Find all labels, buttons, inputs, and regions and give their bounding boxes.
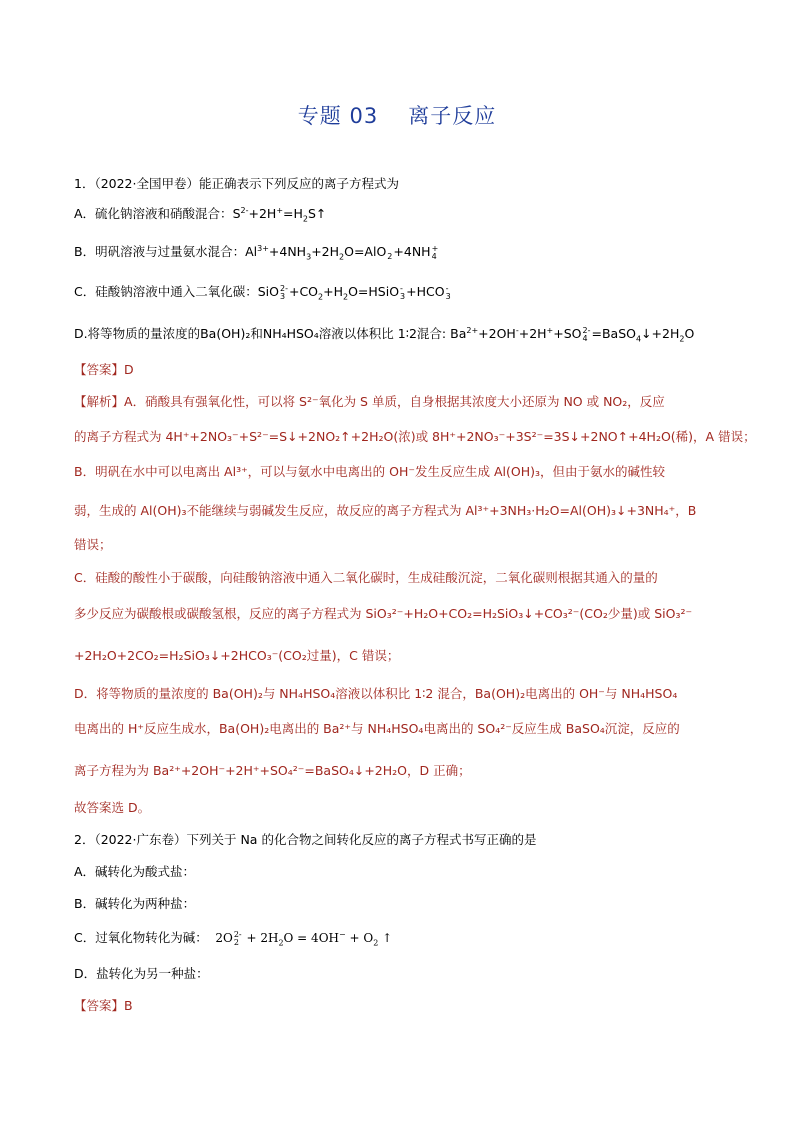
q1-option-a-text: A．硫化钠溶液和硝酸混合： (74, 206, 233, 221)
analysis-line-2: 的离子方程式为 4H⁺+2NO₃⁻+S²⁻=S↓+2NO₂↑+2H₂O(浓)或 8H⁺+2NO₃⁻+3S²⁻=3S↓+2NO↑+4H₂O(稀)，A 错误； (74, 429, 756, 444)
q1-option-b-text: B．明矾溶液与过量氨水混合： (74, 244, 246, 259)
analysis-line-4: 弱，生成的 Al(OH)₃不能继续与弱碱发生反应，故反应的离子方程式为 Al³⁺+3NH₃·H₂O=Al(OH)₃↓+3NH₄⁺，B (74, 503, 697, 518)
title-number: 专题 03 (297, 104, 379, 128)
q1-option-c-text: C．硅酸钠溶液中通入二氧化碳： (74, 284, 258, 299)
q2-answer-value: B (124, 998, 133, 1013)
q1-option-b (74, 244, 439, 261)
q1-option-d-text: D.将等物质的量浓度的Ba(OH)₂和NH₄HSO₄溶液以体积比 1∶2混合: (74, 326, 447, 341)
q1-option-d (74, 326, 694, 343)
analysis-line-7: 多少反应为碳酸根或碳酸氢根，反应的离子方程式为 SiO₃²⁻+H₂O+CO₂=H₂SiO₃↓+CO₃²⁻(CO₂少量)或 SiO₃²⁻ (74, 606, 693, 621)
q1-option-b-equation: $Al^{3+}+4NH_3+2H_2O=AlO$ 2 +4NH + 4 (245, 243, 439, 262)
answer-label: 【答案】 (74, 362, 125, 377)
q1-option-c-equation: SiO 2- 3 $+CO_2+H_2O=HSiO$ - 3 +HCO - 3 (257, 283, 451, 302)
analysis-line-1 (74, 394, 665, 410)
q1-option-a-equation: $S^{2-}+2H^+=H_2S↑$ (232, 205, 327, 224)
q2-option-d: D．盐转化为另一种盐： (74, 966, 209, 981)
analysis-conclusion: 故答案选 D。 (74, 800, 151, 815)
analysis-line-11: 离子方程为为 Ba²⁺+2OH⁻+2H⁺+SO₄²⁻=BaSO₄↓+2H₂O，D 正确； (74, 763, 471, 778)
q2-option-b: B．碱转化为两种盐： (74, 896, 196, 911)
answer-value: D (124, 362, 134, 377)
q2-answer (74, 998, 133, 1014)
analysis-line-10: 电离出的 H⁺反应生成水，Ba(OH)₂电离出的 Ba²⁺与 NH₄HSO₄电离出的 SO₄²⁻反应生成 BaSO₄沉淀，反应的 (74, 721, 680, 736)
analysis-line-9: D．将等物质的量浓度的 Ba(OH)₂与 NH₄HSO₄溶液以体积比 1∶2 混合，Ba(OH)₂电离出的 OH⁻与 NH₄HSO₄ (74, 686, 678, 701)
q2-option-c (74, 930, 392, 947)
q2-option-c-equation: 2O 2- 2 + $2H_2O = 4OH^- + O_2$ ↑ (207, 929, 393, 948)
page-title (0, 100, 794, 130)
q1-option-c (74, 284, 452, 301)
q1-answer (74, 362, 134, 378)
analysis-line-5: 错误； (74, 537, 112, 552)
q2-stem: 2．（2022·广东卷）下列关于 Na 的化合物之间转化反应的离子方程式书写正确的是 (74, 832, 537, 847)
analysis-line-6: C．硅酸的酸性小于碳酸，向硅酸钠溶液中通入二氧化碳时，生成硅酸沉淀，二氧化碳则根据其通入的量的 (74, 570, 658, 585)
q1-stem: 1．（2022·全国甲卷）能正确表示下列反应的离子方程式为 (74, 176, 399, 191)
title-topic: 离子反应 (408, 104, 497, 128)
q2-option-a: A．碱转化为酸式盐： (74, 864, 196, 879)
q1-option-a (74, 206, 326, 222)
analysis-text-1: A．硝酸具有强氧化性，可以将 S²⁻氧化为 S 单质，自身根据其浓度大小还原为 NO 或 NO₂，反应 (124, 394, 665, 409)
q1-option-d-equation: $Ba^{2+}+2OH^-+2H^++SO$ 2- 4 $=BaSO_4↓+2H_2O$ (446, 325, 695, 344)
analysis-label: 【解析】 (74, 394, 125, 409)
analysis-line-8: +2H₂O+2CO₂=H₂SiO₃↓+2HCO₃⁻(CO₂过量)，C 错误； (74, 648, 400, 663)
q2-answer-label: 【答案】 (74, 998, 125, 1013)
q2-option-c-text: C．过氧化物转化为碱： (74, 930, 208, 945)
analysis-line-3: B．明矾在水中可以电离出 Al³⁺，可以与氨水中电离出的 OH⁻发生反应生成 Al(OH)₃，但由于氨水的碱性较 (74, 464, 665, 479)
